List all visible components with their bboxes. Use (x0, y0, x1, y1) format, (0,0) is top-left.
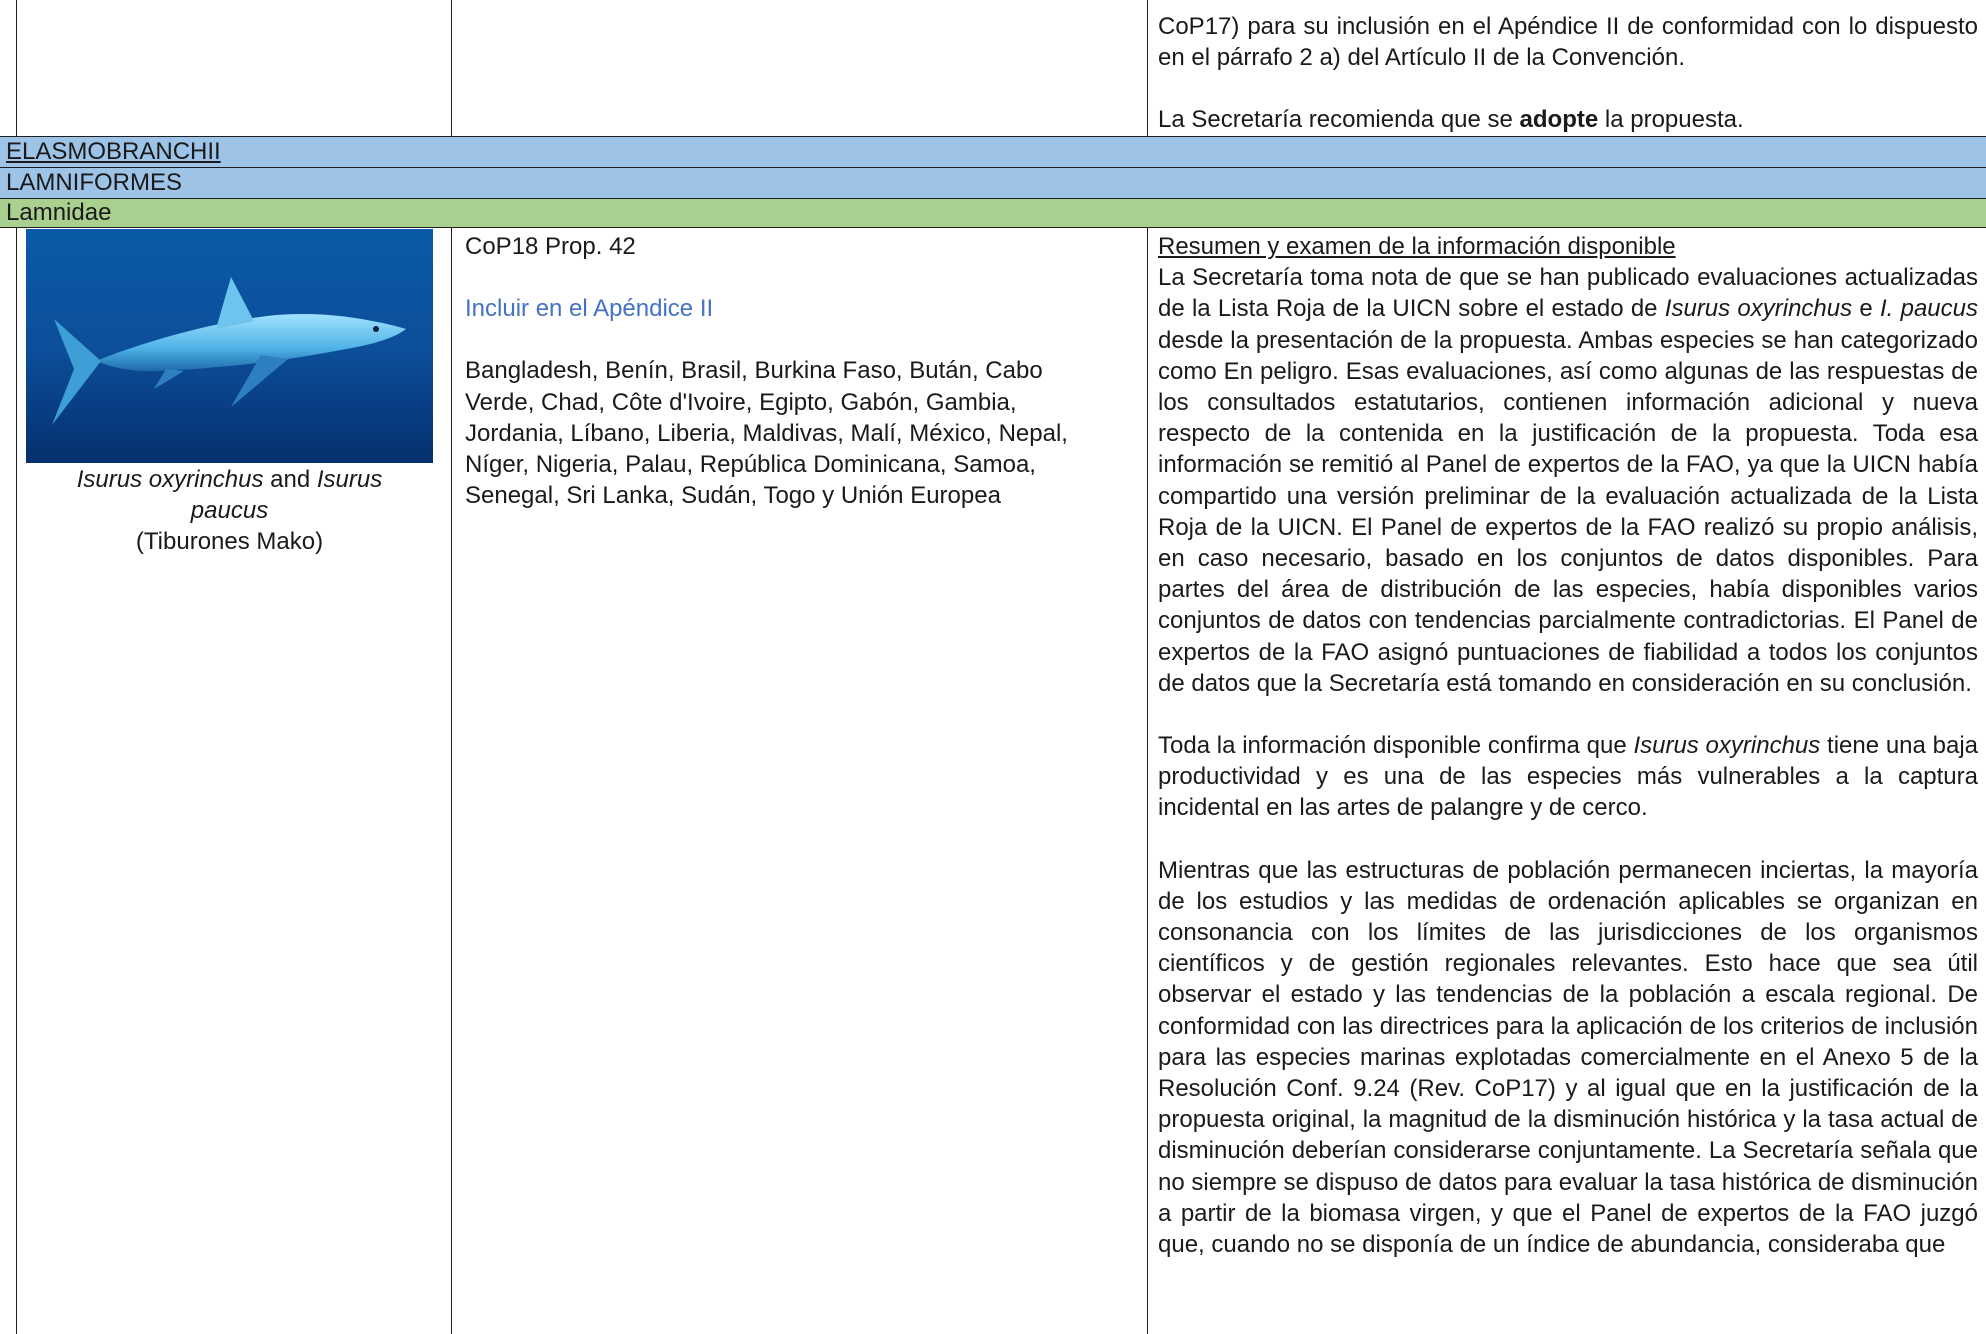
col-border-1 (451, 228, 452, 1334)
col-border-1 (451, 0, 452, 136)
recommendation-verdict: adopte (1519, 106, 1599, 134)
order-band (0, 168, 1986, 198)
common-name: (Tiburones Mako) (135, 528, 324, 555)
species-caption (26, 464, 433, 557)
review-cell (1158, 231, 1978, 1331)
review-paragraph-1: La Secretaría toma nota de que se han publicado evaluaciones actualizadas de la Lista Roja de la UICN sobre el estado de Isurus oxyrinchus e I. paucus desde la presentación de la propuesta. Ambas especies se han categorizado como En peligro. Esas evaluaciones, así como algunas de las respuestas de los consultados estatutarios, contienen información adicional y nueva respecto de la contenida en la justificación de la propuesta. Toda esa información se remitió al Panel de expertos de la FAO, ya que la UICN había compartido una versión preliminar de la evaluación actualizada de la Lista Roja de la UICN. El Panel de expertos de la FAO realizó su propio análisis, en caso necesario, basado en los conjuntos de datos disponibles. Para partes del área de distribución de las especies, había disponibles varios conjuntos de datos con tendencias parcialmente contradictorias. El Panel de expertos de la FAO asignó puntuaciones de fiabilidad a todos los conjuntos de datos que la Secretaría está tomando en consideración en su conclusión. (1158, 264, 1978, 697)
family-band (0, 199, 1986, 227)
family-label: Lamnidae (6, 199, 112, 226)
prev-entry-line: CoP17) para su inclusión en el Apéndice II de conformidad con lo dispuesto en el párrafo 2 a) del Artículo II de la Convención. (1158, 13, 1978, 72)
proposal-action: Incluir en el Apéndice II (465, 295, 714, 323)
species-names: Isurus oxyrinchus and Isurus (76, 466, 383, 493)
review-paragraph-2: Toda la información disponible confirma que Isurus oxyrinchus tiene una baja productividad y es una de las especies más vulnerables a la captura incidental en las artes de palangre y de cerco. (1158, 732, 1978, 822)
class-label[interactable]: ELASMOBRANCHII (6, 138, 221, 165)
species-name-cont: paucus (190, 497, 269, 524)
col-border-left (16, 0, 17, 136)
class-band (0, 137, 1986, 167)
col-border-2 (1147, 0, 1148, 136)
prev-entry-text (1158, 11, 1978, 136)
proposal-cell (465, 231, 1115, 511)
recommendation: La Secretaría recomienda que se adopte la propuesta. (1158, 106, 1744, 134)
shark-photo (26, 229, 433, 463)
rule (0, 227, 1986, 228)
review-paragraph-3: Mientras que las estructuras de población permanecen inciertas, la mayoría de los estudios y las medidas de ordenación aplicables se organizan en consonancia con los límites de las jurisdicciones de los organismos científicos y de gestión regionales relevantes. Esto hace que sea útil observar el estado y las tendencias de la población a escala regional. De conformidad con las directrices para la aplicación de los criterios de inclusión para las especies marinas explotadas comercialmente en el Anexo 5 de la Resolución Conf. 9.24 (Rev. CoP17) y al igual que en la justificación de la propuesta original, la magnitud de la disminución histórica y la tasa actual de disminución deberían considerarse conjuntamente. La Secretaría señala que no siempre se dispuso de datos para evaluar la tasa histórica de disminución a partir de la biomasa virgen, y que el Panel de expertos de la FAO juzgó que, cuando no se disponía de un índice de abundancia, consideraba que (1158, 856, 1978, 1259)
col-border-left (16, 228, 17, 1334)
order-label: LAMNIFORMES (6, 169, 183, 196)
col-border-2 (1147, 228, 1148, 1334)
proponents: Bangladesh, Benín, Brasil, Burkina Faso, Bután, Cabo Verde, Chad, Côte d'Ivoire, Egipto, Gabón, Gambia, Jordania, Líbano, Liberia, Maldivas, Malí, México, Nepal, Níger, Nigeria, Palau, República Dominicana, Samoa, Senegal, Sri Lanka, Sudán, Togo y Unión Europea (465, 357, 1068, 510)
review-heading: Resumen y examen de la información disponible (1158, 233, 1676, 260)
proposal-id: CoP18 Prop. 42 (465, 233, 636, 260)
